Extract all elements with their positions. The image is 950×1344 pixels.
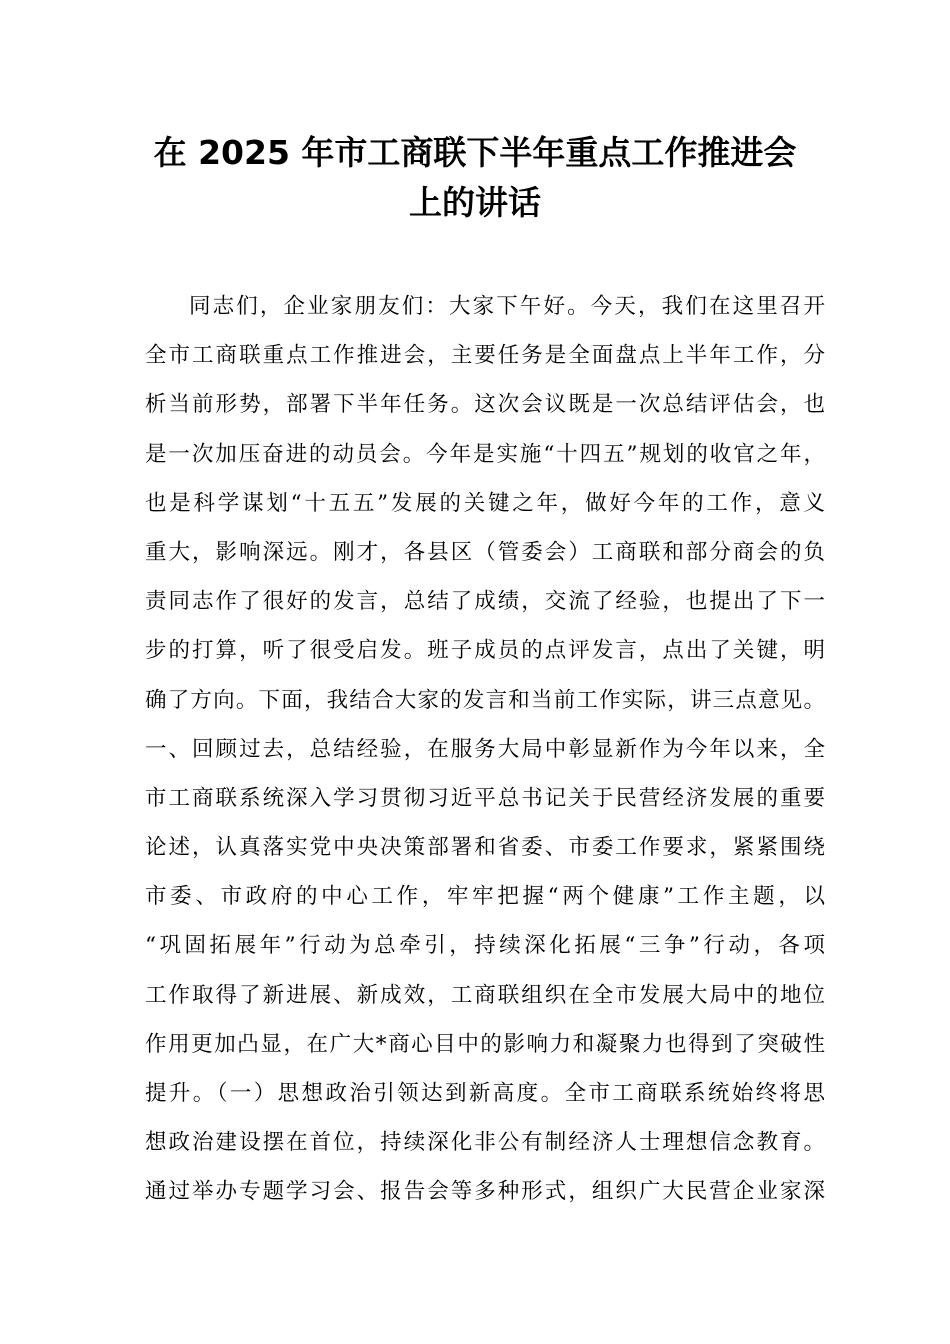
document-title (0, 128, 950, 228)
body-line: 提升。（一）思想政治引领达到新高度。全市工商联系统始终将思 (145, 1081, 825, 1106)
body-line: 步的打算，听了很受启发。班子成员的点评发言，点出了关键，明 (145, 638, 825, 664)
body-line: 责同志作了很好的发言，总结了成绩，交流了经验，也提出了下一 (145, 589, 825, 615)
body-line: 同志们，企业家朋友们：大家下午好。今天，我们在这里召开 (189, 294, 825, 319)
body-line: 析当前形势，部署下半年任务。这次会议既是一次总结评估会，也 (145, 392, 825, 418)
body-line: 想政治建设摆在首位，持续深化非公有制经济人士理想信念教育。 (145, 1130, 825, 1156)
body-line: 工作取得了新进展、新成效，工商联组织在全市发展大局中的地位 (145, 982, 825, 1008)
body-line: 一、回顾过去，总结经验，在服务大局中彰显新作为今年以来，全 (145, 736, 825, 762)
body-line: 重大，影响深远。刚才，各县区（管委会）工商联和部分商会的负 (145, 539, 825, 565)
body-line: 作用更加凸显，在广大*商心目中的影响力和凝聚力也得到了突破性 (145, 1031, 825, 1057)
body-line: 论述，认真落实党中央决策部署和省委、市委工作要求，紧紧围绕 (145, 835, 825, 861)
body-line: 全市工商联重点工作推进会，主要任务是全面盘点上半年工作，分 (145, 343, 825, 369)
title-line-2: 上的讲话 (409, 183, 541, 222)
speech-body (145, 282, 825, 1217)
body-line: “巩固拓展年”行动为总牵引，持续深化拓展“三争”行动，各项 (145, 933, 825, 959)
title-line-1: 在 2025 年市工商联下半年重点工作推进会 (153, 133, 797, 172)
body-line: 通过举办专题学习会、报告会等多种形式，组织广大民营企业家深 (145, 1179, 825, 1205)
body-line: 市委、市政府的中心工作，牢牢把握“两个健康”工作主题，以 (145, 884, 825, 910)
body-line: 也是科学谋划“十五五”发展的关键之年，做好今年的工作，意义 (145, 490, 825, 516)
body-line: 市工商联系统深入学习贯彻习近平总书记关于民营经济发展的重要 (145, 785, 825, 811)
body-line: 确了方向。下面，我结合大家的发言和当前工作实际，讲三点意见。 (145, 687, 825, 713)
body-line: 是一次加压奋进的动员会。今年是实施“十四五”规划的收官之年， (145, 441, 825, 467)
